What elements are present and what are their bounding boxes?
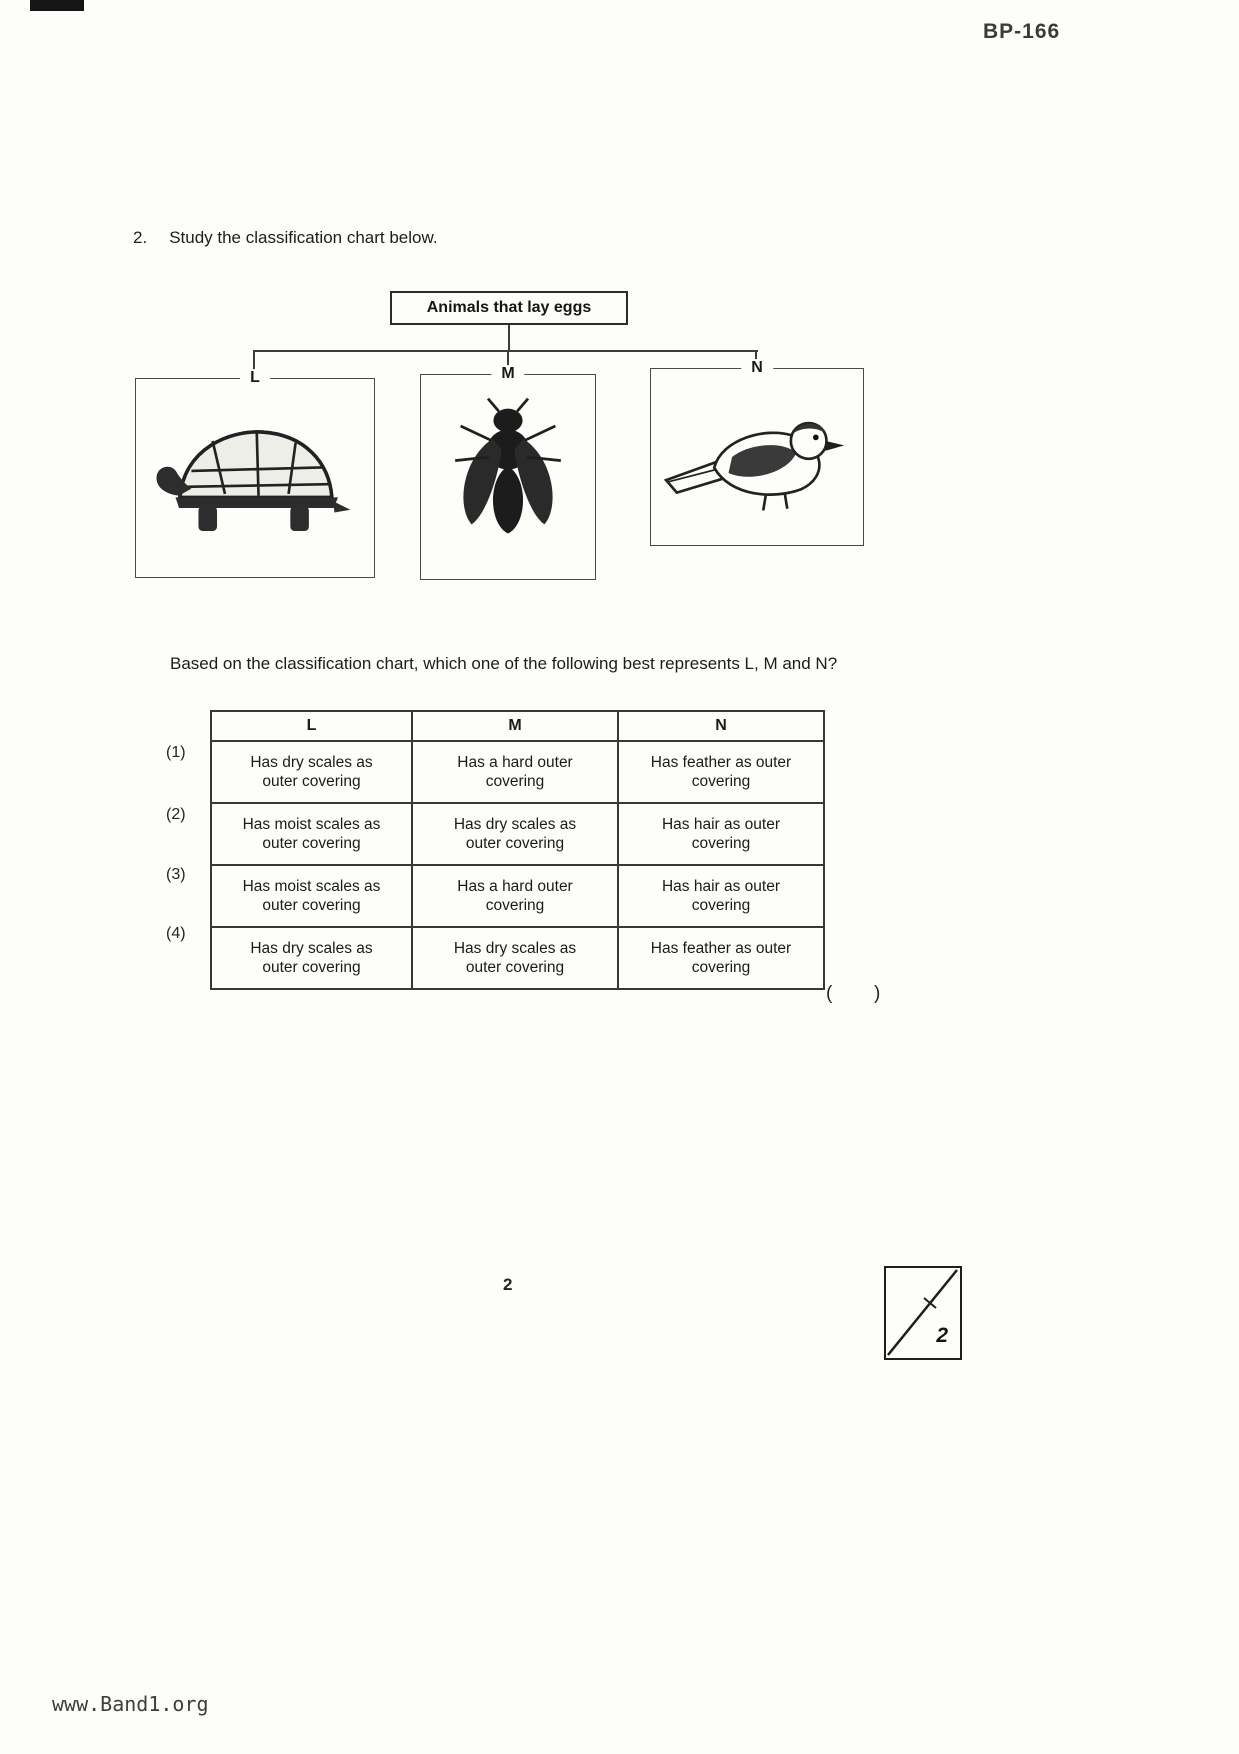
page-number: 2 — [503, 1275, 513, 1294]
fly-image — [444, 395, 572, 559]
branch-label-l: L — [240, 369, 270, 387]
scan-artifact-mark — [30, 0, 84, 11]
option-number-2: (2) — [166, 806, 186, 823]
option2-cell-m: Has dry scales as outer covering — [412, 803, 618, 865]
option-number-3: (3) — [166, 866, 186, 883]
chart-root-label: Animals that lay eggs — [426, 299, 592, 316]
question-heading — [133, 228, 438, 248]
option2-cell-l: Has moist scales as outer covering — [211, 803, 412, 865]
table-row — [211, 741, 824, 803]
option-number-4: (4) — [166, 925, 186, 942]
bird-image — [659, 394, 855, 520]
branch-box-l — [135, 369, 375, 578]
options-table — [210, 710, 825, 990]
option-number-1: (1) — [166, 744, 186, 761]
table-header-row — [211, 711, 824, 741]
option3-cell-l: Has moist scales as outer covering — [211, 865, 412, 927]
option2-cell-n: Has hair as outer covering — [618, 803, 824, 865]
branch-box-m — [420, 365, 596, 580]
column-header-n: N — [618, 711, 824, 741]
page-code: BP-166 — [983, 20, 1061, 43]
branch-label-m: M — [491, 365, 524, 383]
tortoise-image — [149, 404, 361, 552]
chart-root-box — [390, 291, 628, 325]
connector-root-drop — [508, 325, 510, 350]
option4-cell-m: Has dry scales as outer covering — [412, 927, 618, 989]
question-number: 2. — [133, 228, 148, 247]
table-row — [211, 927, 824, 989]
option3-cell-n: Has hair as outer covering — [618, 865, 824, 927]
option4-cell-n: Has feather as outer covering — [618, 927, 824, 989]
score-marker-box — [884, 1266, 962, 1360]
branch-box-n — [650, 359, 864, 546]
marker-number: 2 — [936, 1324, 948, 1347]
branch-label-n: N — [741, 359, 773, 377]
connector-horizontal — [254, 350, 758, 352]
table-row — [211, 803, 824, 865]
option1-cell-n: Has feather as outer covering — [618, 741, 824, 803]
option3-cell-m: Has a hard outer covering — [412, 865, 618, 927]
column-header-m: M — [412, 711, 618, 741]
footer-website: www.Band1.org — [52, 1692, 209, 1716]
answer-bracket-close: ) — [874, 983, 881, 1004]
column-header-l: L — [211, 711, 412, 741]
option1-cell-m: Has a hard outer covering — [412, 741, 618, 803]
option4-cell-l: Has dry scales as outer covering — [211, 927, 412, 989]
question-intro: Study the classification chart below. — [169, 228, 438, 247]
answer-bracket-open: ( — [826, 983, 833, 1004]
question-prompt: Based on the classification chart, which one of the following best represents L, M and N? — [170, 654, 838, 673]
option1-cell-l: Has dry scales as outer covering — [211, 741, 412, 803]
marker-diagonal-line — [886, 1268, 959, 1357]
table-row — [211, 865, 824, 927]
